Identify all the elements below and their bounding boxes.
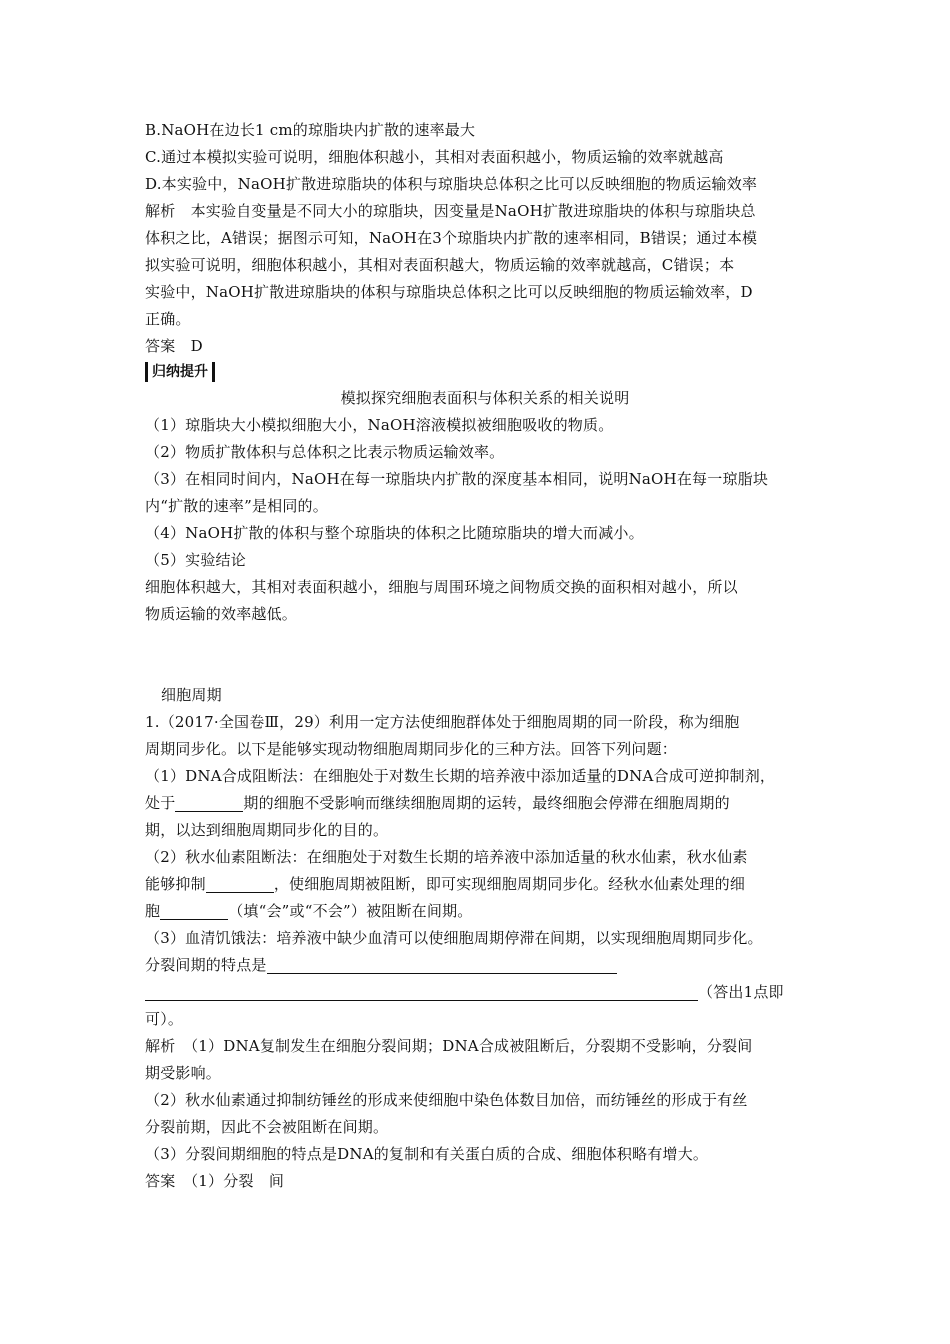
analysis-line: （3）分裂间期细胞的特点是DNA的复制和有关蛋白质的合成、细胞体积略有增大。 <box>145 1145 709 1163</box>
summary-item: （1）琼脂块大小模拟细胞大小，NaOH溶液模拟被细胞吸收的物质。 <box>145 416 614 434</box>
conclusion-line: 物质运输的效率越低。 <box>145 605 298 623</box>
question-line: 周期同步化。以下是能够实现动物细胞周期同步化的三种方法。回答下列问题： <box>145 740 678 758</box>
document-page <box>145 117 825 1195</box>
analysis-line: 解析 （1）DNA复制发生在细胞分裂间期；DNA合成被阻断后，分裂期不受影响，分裂间 <box>145 1037 753 1055</box>
analysis-line: 正确。 <box>145 310 191 328</box>
answer-blank[interactable] <box>206 874 274 893</box>
question-line: 能够抑制 ，使细胞周期被阻断，即可实现细胞周期同步化。经秋水仙素处理的细 <box>145 875 746 893</box>
summary-item: （2）物质扩散体积与总体积之比表示物质运输效率。 <box>145 443 505 461</box>
answer-blank[interactable] <box>145 982 698 1001</box>
option-c: C.通过本模拟实验可说明，细胞体积越小，其相对表面积越小，物质运输的效率就越高 <box>145 148 724 166</box>
summary-item: （5）实验结论 <box>145 551 246 569</box>
option-b: B.NaOH在边长1 cm的琼脂块内扩散的速率最大 <box>145 121 476 139</box>
question-line: 处于 期的细胞不受影响而继续细胞周期的运转，最终细胞会停滞在细胞周期的 <box>145 794 730 812</box>
question-line: 胞 （填“会”或“不会”）被阻断在间期。 <box>145 902 473 920</box>
question-line: （答出1点即 <box>145 979 825 1006</box>
analysis-line: 拟实验可说明，细胞体积越小，其相对表面积越大，物质运输的效率就越高，C错误；本 <box>145 256 735 274</box>
question-line: （2）秋水仙素阻断法：在细胞处于对数生长期的培养液中添加适量的秋水仙素，秋水仙素 <box>145 848 748 866</box>
question-line: （1）DNA合成阻断法：在细胞处于对数生长期的培养液中添加适量的DNA合成可逆抑制剂， <box>145 767 776 785</box>
analysis-line: 解析 本实验自变量是不同大小的琼脂块，因变量是NaOH扩散进琼脂块的体积与琼脂块总 <box>145 202 756 220</box>
analysis-line: （2）秋水仙素通过抑制纺锤丝的形成来使细胞中染色体数目加倍，而纺锤丝的形成于有丝 <box>145 1091 748 1109</box>
option-d: D.本实验中，NaOH扩散进琼脂块的体积与琼脂块总体积之比可以反映细胞的物质运输效率 <box>145 175 758 193</box>
section-heading: 细胞周期 <box>161 686 222 704</box>
question-line: 分裂间期的特点是 <box>145 952 825 979</box>
question-line: 可）。 <box>145 1010 184 1028</box>
answer-blank[interactable] <box>175 793 243 812</box>
summary-item: 内“扩散的速率”是相同的。 <box>145 497 328 515</box>
question-line: （3）血清饥饿法：培养液中缺少血清可以使细胞周期停滞在间期，以实现细胞周期同步化。 <box>145 929 763 947</box>
answer-line: 答案 （1）分裂 间 <box>145 1172 285 1190</box>
conclusion-line: 细胞体积越大，其相对表面积越小，细胞与周围环境之间物质交换的面积相对越小，所以 <box>145 578 738 596</box>
answer-blank[interactable] <box>267 955 617 974</box>
summary-item: （3）在相同时间内，NaOH在每一琼脂块内扩散的深度基本相同，说明NaOH在每一琼脂块 <box>145 470 769 488</box>
summary-tag: 归纳提升 <box>145 362 215 382</box>
summary-title: 模拟探究细胞表面积与体积关系的相关说明 <box>340 389 630 407</box>
analysis-line: 期受影响。 <box>145 1064 222 1082</box>
question-line: 期，以达到细胞周期同步化的目的。 <box>145 821 389 839</box>
summary-item: （4）NaOH扩散的体积与整个琼脂块的体积之比随琼脂块的增大而减小。 <box>145 524 644 542</box>
analysis-line: 体积之比，A错误；据图示可知，NaOH在3个琼脂块内扩散的速率相同，B错误；通过本模 <box>145 229 758 247</box>
analysis-line: 实验中，NaOH扩散进琼脂块的体积与琼脂块总体积之比可以反映细胞的物质运输效率，D <box>145 283 753 301</box>
question-line: 1.（2017·全国卷Ⅲ，29）利用一定方法使细胞群体处于细胞周期的同一阶段，称为细胞 <box>145 713 740 731</box>
answer-line: 答案 D <box>145 337 203 355</box>
analysis-line: 分裂前期，因此不会被阻断在间期。 <box>145 1118 389 1136</box>
answer-blank[interactable] <box>160 901 228 920</box>
